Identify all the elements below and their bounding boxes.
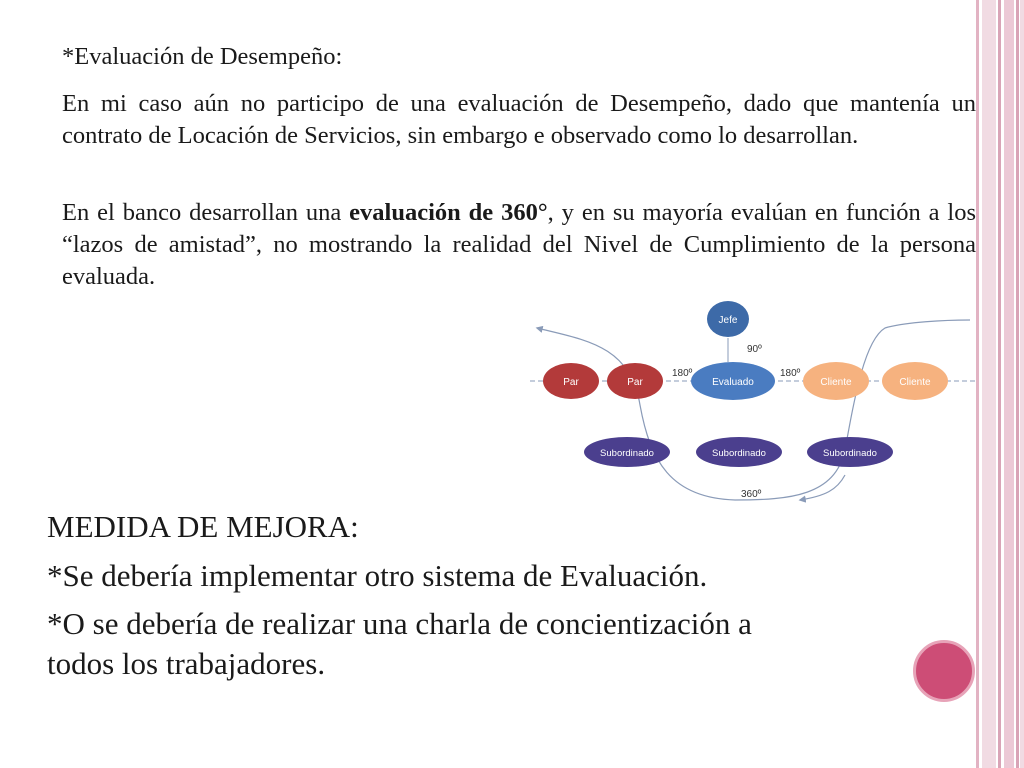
decorative-stripe [1020,0,1024,768]
label-180-left: 180º [672,368,693,379]
label-180-right: 180º [780,368,801,379]
paragraph-contract: En mi caso aún no participo de una evaluación de Desempeño, dado que mantenía un contrato de Locación de Servicios, sin embargo e observado como lo desarrollan. [62,90,976,149]
node-jefe-label: Jefe [718,315,738,326]
improvement-item-2: *O se debería de realizar una charla de concientización a todos los trabajadores. [47,606,752,681]
decorative-stripe [1016,0,1019,768]
node-evaluado-label: Evaluado [712,377,754,388]
decorative-stripe [1004,0,1014,768]
improvement-item-1: *Se debería implementar otro sistema de Evaluación. [47,558,708,593]
node-par-1-label: Par [563,377,579,388]
label-360: 360º [741,489,762,500]
decorative-stripe [998,0,1001,768]
label-90: 90º [747,344,762,355]
paragraph-360 [62,197,976,293]
node-cliente-1-label: Cliente [820,377,852,388]
node-par-2-label: Par [627,377,643,388]
node-cliente-2-label: Cliente [899,377,931,388]
evaluation-360-diagram [525,300,985,510]
node-subordinado-3-label: Subordinado [823,448,877,459]
paragraph-360-after: , y en su mayoría evalúan en función a los “lazos de amistad”, no mostrando la realidad del Nivel de Cumplimiento de la persona evaluada. [62,199,976,290]
paragraph-360-before: En el banco desarrollan una [62,199,350,226]
curve-360-arrow-path [800,475,845,500]
node-subordinado-2-label: Subordinado [712,448,766,459]
section-title: *Evaluación de Desempeño: [62,43,343,70]
paragraph-360-bold: evaluación de 360° [349,199,548,226]
improvement-heading: MEDIDA DE MEJORA: [47,509,359,544]
node-subordinado-1-label: Subordinado [600,448,654,459]
